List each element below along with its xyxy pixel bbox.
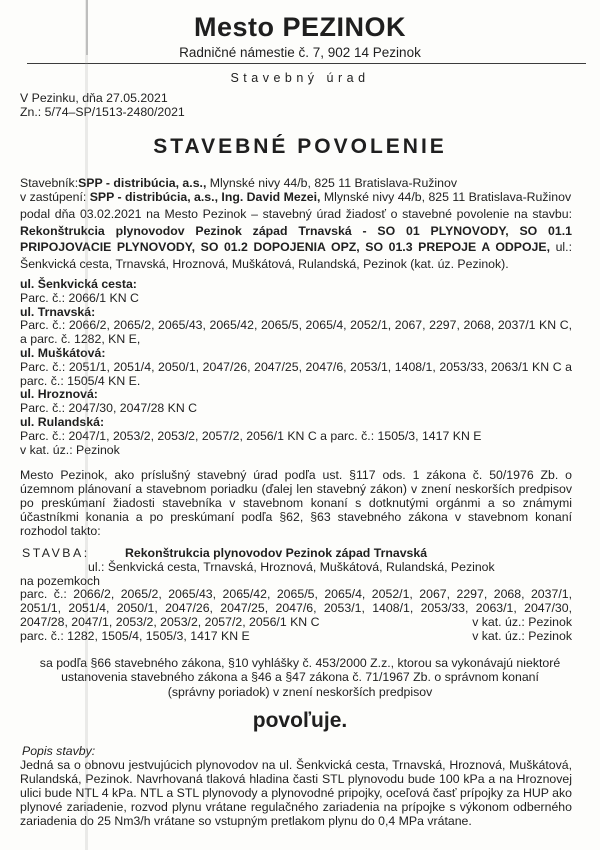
cadastral-e: v kat. úz.: Pezinok [472, 628, 572, 643]
representative-line [20, 190, 572, 204]
parcels-c-last-line [20, 616, 572, 630]
streets-block [20, 278, 572, 457]
stavba-name: Rekonštrukcia plynovodov Pezinok západ Trnavská [125, 546, 428, 561]
stavba-block [0, 546, 600, 643]
cadastral-note: v kat. úz.: Pezinok [20, 442, 120, 457]
meta-block [20, 92, 570, 119]
parcels-e: parc. č.: 1282, 1505/4, 1505/3, 1417 KN E [20, 628, 250, 643]
place-date: V Pezinku, dňa 27.05.2021 [20, 91, 168, 105]
builder-address: Mlynské nivy 44/b, 825 11 Bratislava-Ružinov [206, 176, 457, 190]
street-parcels: Parc. č.: 2066/2, 2065/2, 2065/43, 2065/42, 2065/5, 2065/4, 2052/1, 2067, 2297, 2068, 2037/1 KN C, a parc. č. 1282, KN E, [20, 318, 572, 347]
department-title: Stavebný úrad [230, 71, 370, 85]
street-item [20, 347, 572, 388]
project-name: Rekonštrukcia plynovodov Pezinok západ Trnavská - SO 01 PLYNOVODY, SO 01.1 PRIPOJOVACIE PLYNOVODY, SO 01.2 DOPOJENIA OPZ, SO 01.3 PREPOJE A ODPOJE, [20, 223, 572, 254]
header-rule [27, 63, 586, 64]
stavba-plots-intro: na pozemkoch [20, 574, 100, 589]
street-parcels: Parc. č.: 2047/1, 2053/2, 2053/2, 2057/2, 2056/1 KN C a parc. č.: 1505/3, 1417 KN E [20, 428, 482, 443]
stavba-label: STAVBA: [22, 546, 90, 561]
parcels-c-line: parc. č.: 2066/2, 2065/2, 2065/43, 2065/42, 2065/5, 2065/4, 2052/1, 2067, 2297, 2068, 2037/1, [20, 587, 572, 602]
parcels-c-end: 2047/28, 2047/1, 2053/2, 2053/2, 2057/2, 2056/1 KN C [20, 614, 320, 629]
street-name: ul. Muškátová: [20, 345, 106, 360]
street-item [20, 388, 572, 416]
description-paragraph: Jedná sa o obnovu jestvujúcich plynovodov na ul. Šenkvická cesta, Trnavská, Hroznová, Muškátová, Rulandská, Pezinok. Navrhovaná tlaková hladina časti STL plynovodu bude 100 kPa a na Hroznovej ulici bude NTL 4 kPa. NTL a STL plynovody a plynovodné pripojky, oceľová časť prípojky za HUP ako plynové zariadenie, rozvod plynu vrátane regulačného zariadenia na prípojke s výkonom odberného zariadenia do 25 Nm3/h vrátane so vstupným pretlakom plynu do 0,4 MPa vrátane. [20, 758, 572, 829]
application-paragraph [20, 206, 572, 272]
parcels-e-line [20, 630, 572, 644]
street-item [20, 278, 572, 306]
street-parcels: Parc. č.: 2047/30, 2047/28 KN C [20, 401, 198, 416]
stavba-streets: ul.: Šenkvická cesta, Trnavská, Hroznová, Muškátová, Rulandská, Pezinok [88, 560, 495, 575]
document-title: STAVEBNÉ POVOLENIE [153, 135, 447, 158]
street-parcels: Parc. č.: 2066/1 KN C [20, 290, 139, 305]
representative-label: v zastúpení: [20, 190, 87, 204]
builder-name: SPP - distribúcia, a.s., [78, 176, 207, 190]
street-parcels: Parc. č.: 2051/1, 2051/4, 2050/1, 2047/26, 2047/25, 2047/6, 2053/1, 1408/1, 2053/33, 2063/1 KN C a parc. č.: 1505/4 KN E. [20, 359, 572, 388]
parties-block [20, 176, 572, 204]
representative-name: SPP - distribúcia, a.s., Ing. David Mezei, [86, 190, 321, 204]
street-name: ul. Rulandská: [20, 414, 105, 429]
city-title: Mesto PEZINOK [193, 12, 407, 42]
street-item [20, 416, 572, 444]
representative-address: Mlynské nivy 44/b, 825 11 Bratislava-Ružinov [320, 190, 572, 204]
street-name: ul. Šenkvická cesta: [20, 277, 137, 291]
cadastral-c: v kat. úz.: Pezinok [472, 614, 572, 629]
description-label: Popis stavby: [22, 744, 96, 759]
legal-basis-paragraph: sa podľa §66 stavebného zákona, §10 vyhlášky č. 453/2000 Z.z., ktorou sa vykonávajú niektoré ustanovenia stavebného zákona a §46 a §47 zákona č. 71/1967 Zb. o správnom konaní (správny poriadok) v znení neskorších predpisov [39, 655, 561, 699]
city-address: Radničné námestie č. 7, 902 14 Pezinok [179, 45, 421, 60]
builder-line [20, 176, 572, 190]
reference-number: Zn.: 5/74–SP/1513-2480/2021 [20, 104, 185, 119]
parcels-c-line: 2051/1, 2051/4, 2050/1, 2047/26, 2047/25, 2047/6, 2053/1, 1408/1, 2053/33, 2063/1, 2047/30, [20, 601, 572, 616]
verdict: povoľuje. [252, 709, 348, 733]
street-name: ul. Trnavská: [20, 304, 96, 319]
application-intro: podal dňa 03.02.2021 na Mesto Pezinok – stavebný úrad žiadosť o stavebné povolenie na stavbu: [20, 207, 572, 221]
builder-label: Stavebník: [20, 176, 79, 190]
street-item [20, 306, 572, 347]
project-location: ul.: Šenkvická cesta, Trnavská, Hroznová, Muškátová, Rulandská, Pezinok (kat. úz. Pezinok). [20, 240, 572, 271]
decision-paragraph: Mesto Pezinok, ako príslušný stavebný úrad podľa ust. §117 ods. 1 zákona č. 50/1976 Zb. o územnom plánovaní a stavebnom poriadku (ďalej len stavebný zákon) v znení neskorších predpisov po preskúmaní žiadosti stavebníka v stavebnom konaní s dotknutými orgánmi a so známymi účastníkmi konania a po preskúmaní podľa §62, §63 stavebného zákona v stavebnom konaní rozhodol takto: [20, 468, 572, 539]
street-name: ul. Hroznová: [20, 387, 98, 402]
